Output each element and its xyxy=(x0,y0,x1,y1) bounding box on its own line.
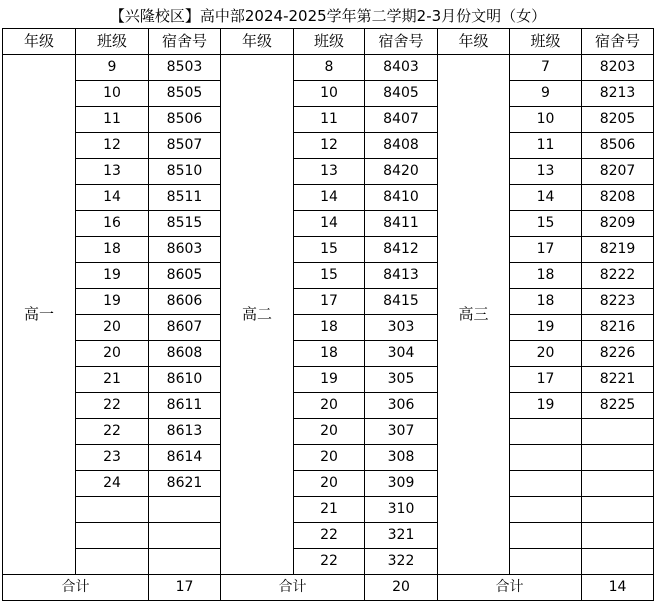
class-cell[interactable]: 11 xyxy=(76,107,149,133)
dorm-cell[interactable]: 8415 xyxy=(365,289,438,315)
class-cell[interactable]: 10 xyxy=(294,81,365,107)
class-cell[interactable]: 15 xyxy=(294,263,365,289)
dorm-cell[interactable]: 8507 xyxy=(149,133,221,159)
totals-row xyxy=(3,575,654,601)
total-label[interactable]: 合计 xyxy=(221,575,365,601)
dorm-table xyxy=(2,4,654,601)
dorm-cell[interactable]: 8213 xyxy=(582,81,654,107)
total-value[interactable]: 17 xyxy=(149,575,221,601)
header-cell[interactable]: 宿舍号 xyxy=(365,29,438,55)
table-row xyxy=(3,237,654,263)
class-cell[interactable]: 17 xyxy=(294,289,365,315)
header-cell[interactable]: 年级 xyxy=(438,29,510,55)
table-row xyxy=(3,263,654,289)
dorm-cell[interactable]: 8225 xyxy=(582,393,654,419)
dorm-cell[interactable]: 8506 xyxy=(582,133,654,159)
table-row xyxy=(3,523,654,549)
class-cell[interactable]: 18 xyxy=(510,263,582,289)
table-row xyxy=(3,419,654,445)
dorm-cell[interactable]: 8621 xyxy=(149,471,221,497)
class-cell[interactable]: 10 xyxy=(510,107,582,133)
dorm-cell[interactable]: 8606 xyxy=(149,289,221,315)
total-value[interactable]: 20 xyxy=(365,575,438,601)
total-label[interactable]: 合计 xyxy=(438,575,582,601)
class-cell[interactable] xyxy=(510,549,582,575)
table-row xyxy=(3,393,654,419)
dorm-cell[interactable]: 8405 xyxy=(365,81,438,107)
class-cell[interactable]: 10 xyxy=(76,81,149,107)
class-cell[interactable] xyxy=(510,497,582,523)
class-cell[interactable]: 11 xyxy=(510,133,582,159)
class-cell[interactable]: 21 xyxy=(294,497,365,523)
class-cell[interactable]: 19 xyxy=(510,315,582,341)
table-row xyxy=(3,445,654,471)
grade-cell[interactable]: 高二 xyxy=(221,55,294,575)
class-cell[interactable]: 13 xyxy=(294,159,365,185)
dorm-cell[interactable] xyxy=(582,419,654,445)
dorm-cell[interactable]: 303 xyxy=(365,315,438,341)
class-cell[interactable]: 14 xyxy=(510,185,582,211)
class-cell[interactable]: 13 xyxy=(76,159,149,185)
class-cell[interactable] xyxy=(510,523,582,549)
dorm-cell[interactable]: 8410 xyxy=(365,185,438,211)
class-cell[interactable]: 20 xyxy=(294,445,365,471)
class-cell[interactable] xyxy=(510,419,582,445)
class-cell[interactable]: 22 xyxy=(294,523,365,549)
dorm-cell[interactable]: 308 xyxy=(365,445,438,471)
dorm-cell[interactable]: 8607 xyxy=(149,315,221,341)
class-cell[interactable]: 20 xyxy=(294,471,365,497)
dorm-cell[interactable]: 8207 xyxy=(582,159,654,185)
class-cell[interactable]: 22 xyxy=(76,419,149,445)
dorm-cell[interactable]: 8506 xyxy=(149,107,221,133)
dorm-cell[interactable]: 321 xyxy=(365,523,438,549)
class-cell[interactable] xyxy=(510,445,582,471)
class-cell[interactable]: 19 xyxy=(76,289,149,315)
header-cell[interactable]: 宿舍号 xyxy=(582,29,654,55)
table-row xyxy=(3,211,654,237)
dorm-cell[interactable]: 8613 xyxy=(149,419,221,445)
dorm-cell[interactable] xyxy=(582,471,654,497)
dorm-cell[interactable]: 309 xyxy=(365,471,438,497)
class-cell[interactable]: 7 xyxy=(510,55,582,81)
dorm-cell[interactable]: 8209 xyxy=(582,211,654,237)
total-label[interactable]: 合计 xyxy=(3,575,149,601)
dorm-cell[interactable]: 8205 xyxy=(582,107,654,133)
class-cell[interactable]: 18 xyxy=(76,237,149,263)
dorm-cell[interactable]: 8412 xyxy=(365,237,438,263)
table-row xyxy=(3,315,654,341)
dorm-cell[interactable]: 8511 xyxy=(149,185,221,211)
class-cell[interactable]: 16 xyxy=(76,211,149,237)
header-row xyxy=(3,29,654,55)
table-row xyxy=(3,549,654,575)
class-cell[interactable]: 20 xyxy=(294,419,365,445)
class-cell[interactable] xyxy=(510,471,582,497)
dorm-cell[interactable]: 8411 xyxy=(365,211,438,237)
class-cell[interactable]: 20 xyxy=(76,315,149,341)
class-cell[interactable]: 15 xyxy=(294,237,365,263)
class-cell[interactable]: 17 xyxy=(510,237,582,263)
class-cell[interactable] xyxy=(76,549,149,575)
class-cell[interactable]: 8 xyxy=(294,55,365,81)
dorm-cell[interactable]: 8222 xyxy=(582,263,654,289)
dorm-cell[interactable]: 8614 xyxy=(149,445,221,471)
dorm-cell[interactable]: 8608 xyxy=(149,341,221,367)
dorm-cell[interactable]: 305 xyxy=(365,367,438,393)
class-cell[interactable]: 22 xyxy=(76,393,149,419)
dorm-cell[interactable]: 310 xyxy=(365,497,438,523)
dorm-cell[interactable]: 8408 xyxy=(365,133,438,159)
dorm-cell[interactable]: 306 xyxy=(365,393,438,419)
class-cell[interactable]: 18 xyxy=(510,289,582,315)
table-row xyxy=(3,341,654,367)
dorm-cell[interactable]: 8223 xyxy=(582,289,654,315)
dorm-cell[interactable] xyxy=(582,445,654,471)
table-row xyxy=(3,159,654,185)
dorm-cell[interactable]: 322 xyxy=(365,549,438,575)
table-row xyxy=(3,497,654,523)
dorm-cell[interactable]: 8413 xyxy=(365,263,438,289)
table-row xyxy=(3,81,654,107)
class-cell[interactable]: 14 xyxy=(294,211,365,237)
table-row xyxy=(3,367,654,393)
class-cell[interactable]: 24 xyxy=(76,471,149,497)
header-cell[interactable]: 年级 xyxy=(221,29,294,55)
class-cell[interactable] xyxy=(76,523,149,549)
table-row xyxy=(3,55,654,81)
class-cell[interactable]: 9 xyxy=(510,81,582,107)
table-row xyxy=(3,185,654,211)
dorm-cell[interactable] xyxy=(149,549,221,575)
dorm-cell[interactable]: 8610 xyxy=(149,367,221,393)
total-value[interactable]: 14 xyxy=(582,575,654,601)
dorm-cell[interactable]: 8505 xyxy=(149,81,221,107)
dorm-cell[interactable] xyxy=(149,523,221,549)
grade-cell[interactable]: 高一 xyxy=(3,55,76,575)
class-cell[interactable]: 14 xyxy=(76,185,149,211)
class-cell[interactable]: 22 xyxy=(294,549,365,575)
dorm-cell[interactable]: 8407 xyxy=(365,107,438,133)
class-cell[interactable]: 18 xyxy=(294,315,365,341)
table-row xyxy=(3,289,654,315)
table-title[interactable]: 【兴隆校区】高中部2024-2025学年第二学期2-3月份文明（女） xyxy=(3,4,654,29)
dorm-cell[interactable]: 8510 xyxy=(149,159,221,185)
table-row xyxy=(3,107,654,133)
dorm-cell[interactable]: 304 xyxy=(365,341,438,367)
dorm-cell[interactable] xyxy=(582,497,654,523)
class-cell[interactable]: 15 xyxy=(510,211,582,237)
dorm-cell[interactable]: 8208 xyxy=(582,185,654,211)
table-row xyxy=(3,471,654,497)
dorm-cell[interactable]: 8605 xyxy=(149,263,221,289)
class-cell[interactable]: 23 xyxy=(76,445,149,471)
dorm-cell[interactable]: 8420 xyxy=(365,159,438,185)
class-cell[interactable]: 11 xyxy=(294,107,365,133)
class-cell[interactable]: 20 xyxy=(76,341,149,367)
class-cell[interactable]: 17 xyxy=(510,367,582,393)
header-cell[interactable]: 班级 xyxy=(76,29,149,55)
dorm-cell[interactable]: 8221 xyxy=(582,367,654,393)
class-cell[interactable]: 20 xyxy=(510,341,582,367)
dorm-cell[interactable]: 8219 xyxy=(582,237,654,263)
dorm-cell[interactable]: 8611 xyxy=(149,393,221,419)
dorm-cell[interactable]: 8226 xyxy=(582,341,654,367)
dorm-cell[interactable] xyxy=(582,549,654,575)
table-row xyxy=(3,133,654,159)
class-cell[interactable]: 14 xyxy=(294,185,365,211)
dorm-cell[interactable]: 8403 xyxy=(365,55,438,81)
dorm-cell[interactable] xyxy=(582,523,654,549)
header-cell[interactable]: 宿舍号 xyxy=(149,29,221,55)
class-cell[interactable]: 18 xyxy=(294,341,365,367)
class-cell[interactable]: 19 xyxy=(294,367,365,393)
class-cell[interactable]: 20 xyxy=(294,393,365,419)
dorm-cell[interactable]: 307 xyxy=(365,419,438,445)
dorm-cell[interactable]: 8216 xyxy=(582,315,654,341)
class-cell[interactable]: 21 xyxy=(76,367,149,393)
header-cell[interactable]: 班级 xyxy=(294,29,365,55)
class-cell[interactable]: 13 xyxy=(510,159,582,185)
dorm-cell[interactable]: 8503 xyxy=(149,55,221,81)
class-cell[interactable]: 9 xyxy=(76,55,149,81)
class-cell[interactable]: 19 xyxy=(510,393,582,419)
class-cell[interactable]: 12 xyxy=(76,133,149,159)
grade-cell[interactable]: 高三 xyxy=(438,55,510,575)
header-cell[interactable]: 班级 xyxy=(510,29,582,55)
dorm-cell[interactable]: 8603 xyxy=(149,237,221,263)
class-cell[interactable]: 19 xyxy=(76,263,149,289)
dorm-cell[interactable]: 8203 xyxy=(582,55,654,81)
header-cell[interactable]: 年级 xyxy=(3,29,76,55)
dorm-cell[interactable] xyxy=(149,497,221,523)
class-cell[interactable] xyxy=(76,497,149,523)
dorm-cell[interactable]: 8515 xyxy=(149,211,221,237)
class-cell[interactable]: 12 xyxy=(294,133,365,159)
